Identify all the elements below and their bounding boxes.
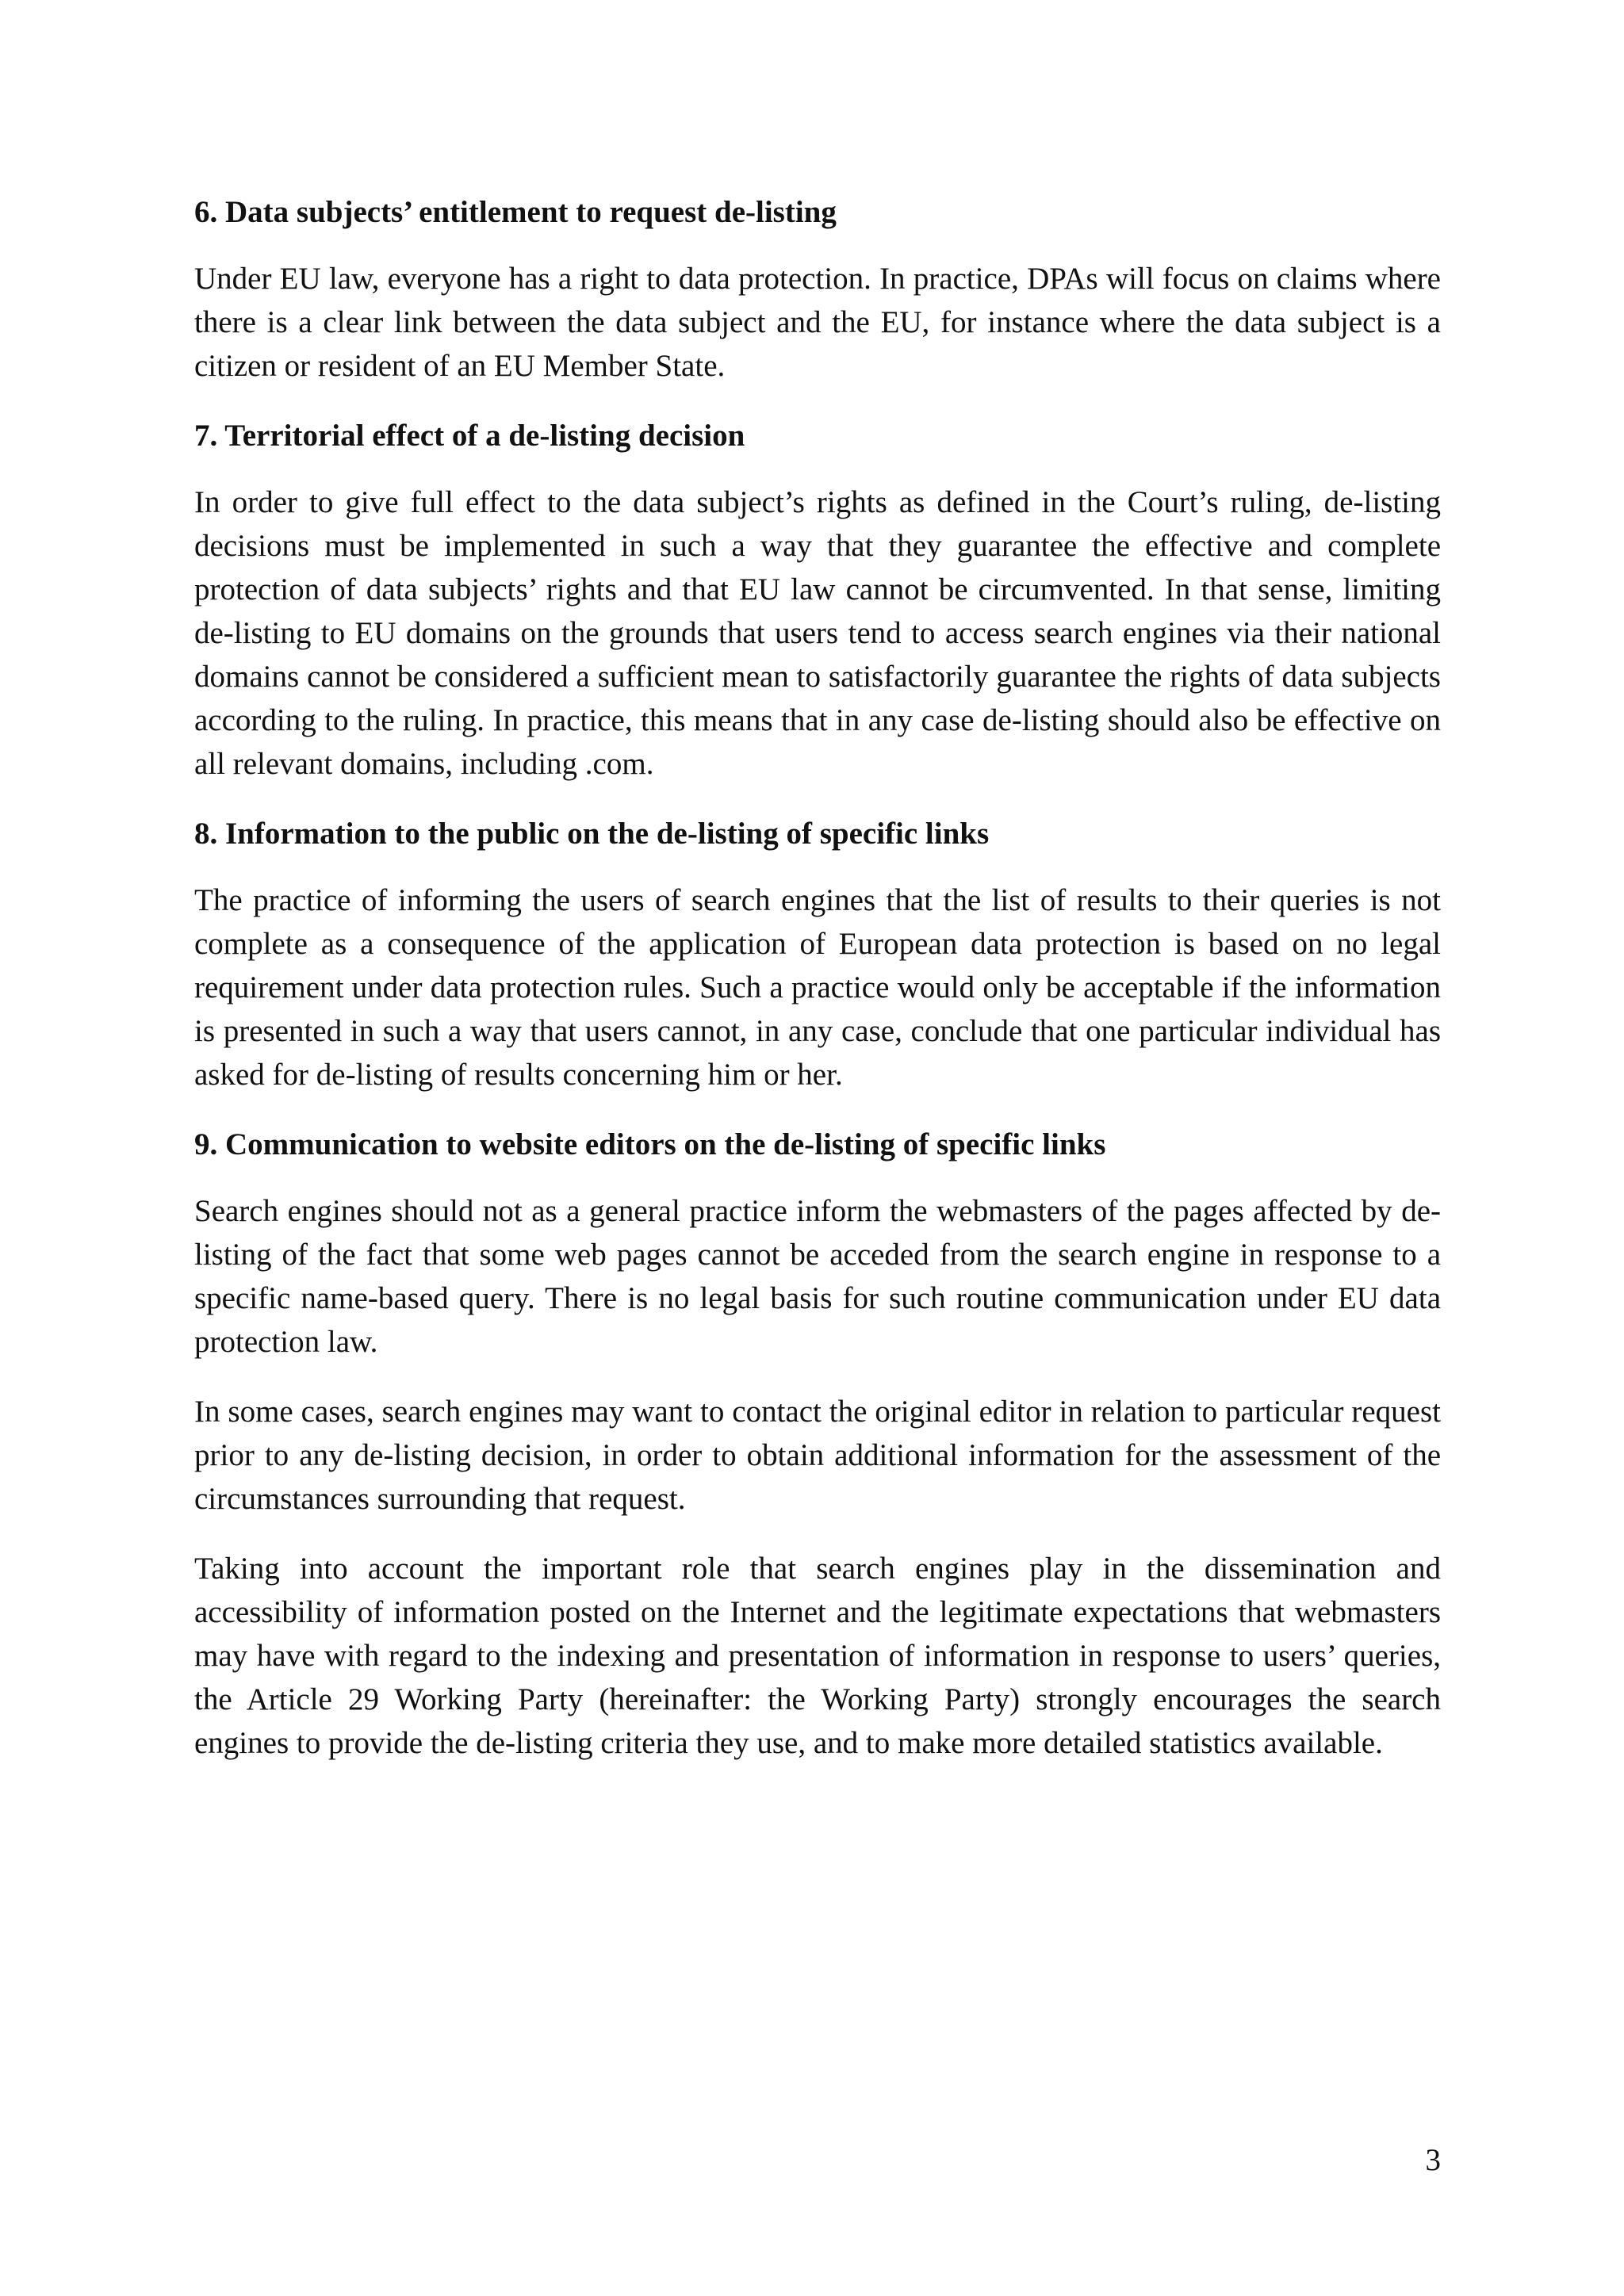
section-heading: 6. Data subjects’ entitlement to request de-listing (194, 195, 837, 229)
section-paragraph: In order to give full effect to the data subject’s rights as defined in the Court’s ruling, de-listing decisions must be implemented in such a way that they guarantee the effective and complete protection of data subjects’ rights and that EU law cannot be circumvented. In that sense, limiting de-listing to EU domains on the grounds that users tend to access search engines via their national domains cannot be considered a sufficient mean to satisfactorily guarantee the rights of data subjects according to the ruling. In practice, this means that in any case de-listing should also be effective on all relevant domains, including .com. (194, 485, 1441, 781)
section-6 (194, 190, 1441, 388)
section-heading: 9. Communication to website editors on the de-listing of specific links (194, 1127, 1106, 1161)
section-paragraph: In some cases, search engines may want to contact the original editor in relation to particular request prior to any de-listing decision, in order to obtain additional information for the assessment of the circumstances surrounding that request. (194, 1395, 1441, 1516)
section-paragraph: Under EU law, everyone has a right to data protection. In practice, DPAs will focus on claims where there is a clear link between the data subject and the EU, for instance where the data subject is a citizen or resident of an EU Member State. (194, 262, 1441, 383)
section-paragraph: Taking into account the important role that search engines play in the dissemination and accessibility of information posted on the Internet and the legitimate expectations that webmasters may have with regard to the indexing and presentation of information in response to users’ queries, the Article 29 Working Party (hereinafter: the Working Party) strongly encourages the search engines to provide the de-listing criteria they use, and to make more detailed statistics available. (194, 1552, 1441, 1760)
section-paragraph: The practice of informing the users of search engines that the list of results to their queries is not complete as a consequence of the application of European data protection is based on no legal requirement under data protection rules. Such a practice would only be acceptable if the information is presented in such a way that users cannot, in any case, conclude that one particular individual has asked for de-listing of results concerning him or her. (194, 883, 1441, 1092)
section-7 (194, 414, 1441, 786)
page-content (194, 190, 1441, 1791)
section-paragraph: Search engines should not as a general practice inform the webmasters of the pages affected by de-listing of the fact that some web pages cannot be acceded from the search engine in response to a specific name-based query. There is no legal basis for such routine communication under EU data protection law. (194, 1194, 1441, 1359)
page-number: 3 (1425, 2143, 1441, 2177)
section-8 (194, 812, 1441, 1096)
section-heading: 7. Territorial effect of a de-listing decision (194, 419, 745, 453)
section-9 (194, 1123, 1441, 1765)
section-heading: 8. Information to the public on the de-listing of specific links (194, 817, 990, 851)
